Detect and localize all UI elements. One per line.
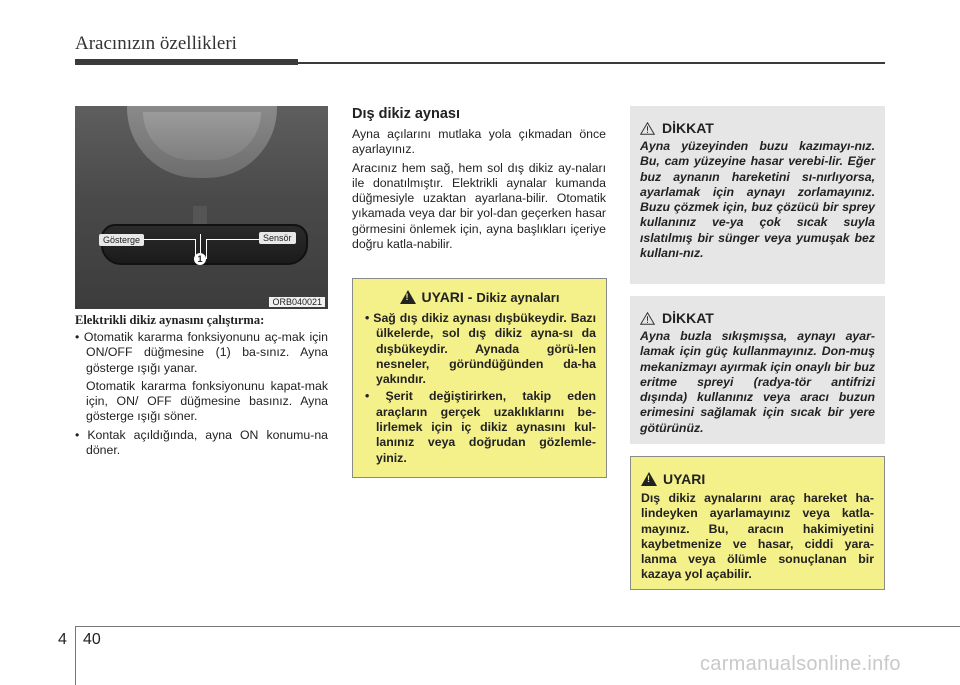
bullet-autodim-on: • Otomatik kararma fonksiyonunu aç-mak için ON/OFF düğmesine (1) ba-sınız. Ayna gösterge ışığı yanar. bbox=[75, 330, 328, 375]
page-number: 40 bbox=[83, 631, 101, 648]
caution-title: DİKKAT bbox=[662, 310, 714, 326]
callout-line bbox=[206, 239, 207, 259]
left-bullets bbox=[75, 330, 328, 461]
warning-box-mirrors bbox=[352, 278, 607, 478]
caution-text: Ayna yüzeyinden buzu kazımayı-nız. Bu, cam yüzeyine hasar verebi-lir. Eğer buz aynanın hareketini sı-nırlıyorsa, ayarlamak için aynayı zorlamayınız. Buzu çözmek için, buz çözücü bir sprey kullanınız ve-ya çok sıcak suyla ıslatılmış bir sünger veya yumuşak bez kullanı-nız. bbox=[640, 139, 875, 261]
warning-triangle-icon bbox=[641, 472, 657, 486]
left-subheading: Elektrikli dikiz aynasını çalıştırma: bbox=[75, 313, 265, 327]
warning-header bbox=[641, 471, 874, 487]
callout-line bbox=[206, 239, 259, 240]
mid-text bbox=[352, 127, 606, 255]
figure-label-sensor: Sensör bbox=[259, 232, 296, 244]
caution-outline-triangle-icon bbox=[640, 312, 655, 325]
mid-section-title: Dış dikiz aynası bbox=[352, 106, 460, 122]
header-bar-thick bbox=[75, 59, 298, 65]
warning-title: UYARI - bbox=[421, 289, 473, 305]
caution-text: Ayna buzla sıkışmışsa, aynayı ayar-lamak için güç kullanmayınız. Don-muş mekanizmayı ayırmak için onaylı bir buz eritme spreyi (radya-tör antifrizi dışında) kullanınız veya aracı buzun erimesini sağlamak için sıcak bir yere götürünüz. bbox=[640, 329, 875, 435]
warning-box-driving bbox=[630, 456, 885, 590]
page-section-number: 4 bbox=[58, 631, 67, 648]
header-title: Aracınızın özellikleri bbox=[75, 33, 237, 54]
callout-line bbox=[200, 234, 201, 253]
figure-label-indicator: Gösterge bbox=[99, 234, 144, 246]
caution-box-frozen bbox=[630, 296, 885, 444]
mid-paragraph-1: Ayna açılarını mutlaka yola çıkmadan önce ayarlayınız. bbox=[352, 127, 606, 157]
warning-list bbox=[363, 311, 596, 466]
figure-ref-code: ORB040021 bbox=[269, 297, 325, 307]
warning-text: Dış dikiz aynalarını araç hareket ha-lindeyken ayarlamayınız veya katla-mayınız. Bu, aracın hakimiyetini kaybetmenize ve hasar, ciddi yara-lanma veya ölümle sonuçlanan bir kazaya yol açabilir. bbox=[641, 491, 874, 582]
callout-number: 1 bbox=[194, 253, 206, 265]
mid-paragraph-2: Aracınız hem sağ, hem sol dış dikiz ay-naları ile donatılmıştır. Elektrikli aynalar kumanda düğmesiyle uzaktan ayarlana-bilir. Otomatik yıkamada veya dar bir yol-dan geçerken hasar görmesini önlemek için, ayna başlıkları içeriye doğru katla-nabilir. bbox=[352, 160, 606, 252]
warning-header bbox=[363, 289, 596, 305]
warning-item-convex: • Sağ dış dikiz aynası dışbükeydir. Bazı ülkelerde, sol dış dikiz ayna-sı da dışbükeydir. Aynada görü-len nesneler, göründüğünden da-ha yakındır. bbox=[365, 311, 596, 387]
caution-header bbox=[640, 120, 875, 136]
mirror-photo bbox=[75, 106, 328, 309]
caution-box-ice bbox=[630, 106, 885, 284]
watermark: carmanualsonline.info bbox=[700, 653, 901, 675]
caution-header bbox=[640, 310, 875, 326]
caution-outline-triangle-icon bbox=[640, 122, 655, 135]
header-bar-thin bbox=[298, 62, 885, 64]
mirror-arm bbox=[193, 206, 207, 226]
footer-rule-vertical bbox=[75, 626, 76, 685]
footer-rule-horizontal bbox=[75, 626, 960, 627]
warning-item-lane-change: • Şerit değiştirirken, takip eden araçların gerçek uzaklıklarını be-lirlemek için iç dikiz aynasını kul-lanınız veya doğrudan gözlemle-yiniz. bbox=[365, 389, 596, 465]
bullet-autodim-off: Otomatik kararma fonksiyonunu kapat-mak için, ON/ OFF düğmesine basınız. Ayna gösterge ışığı söner. bbox=[86, 378, 328, 424]
warning-title: UYARI bbox=[663, 471, 706, 487]
bullet-ignition: • Kontak açıldığında, ayna ON konumu-na döner. bbox=[75, 427, 328, 458]
warning-subtitle: Dikiz aynaları bbox=[476, 289, 560, 305]
caution-title: DİKKAT bbox=[662, 120, 714, 136]
warning-triangle-icon bbox=[400, 290, 416, 304]
